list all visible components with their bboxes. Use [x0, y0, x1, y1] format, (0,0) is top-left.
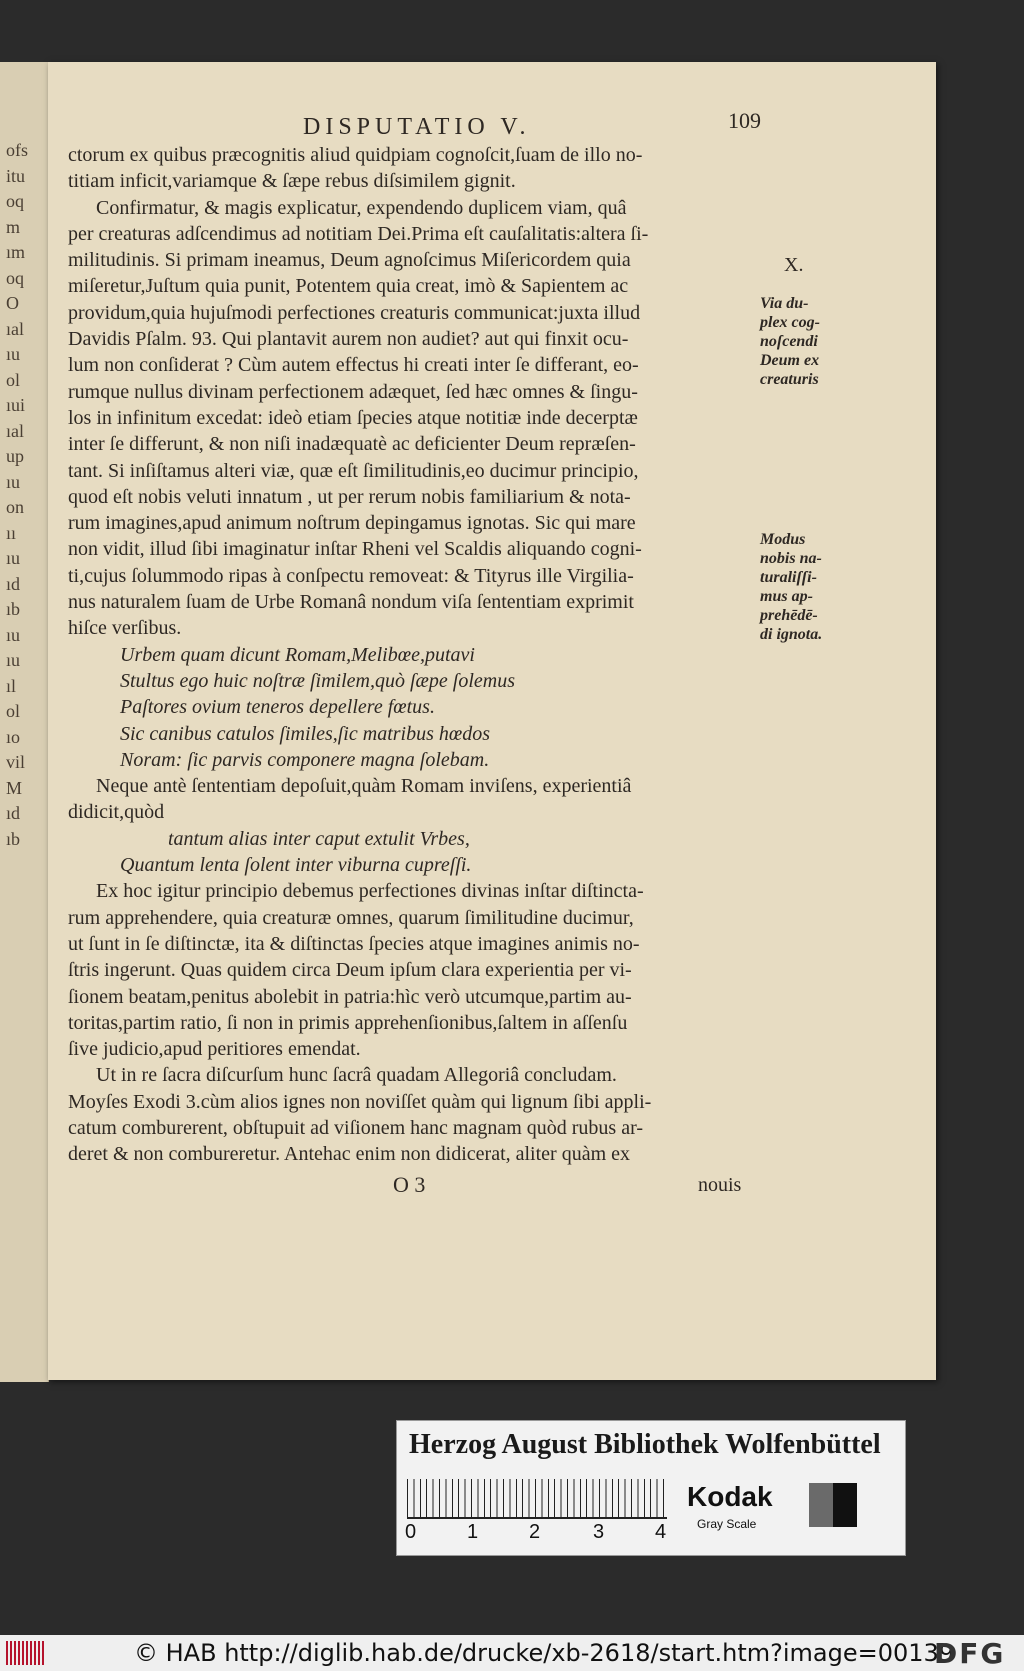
prev-page-fragment: itu: [6, 165, 26, 186]
ruler-number: 2: [529, 1521, 541, 1543]
text-line: providum,quia hujuſmodi perfectiones creaturis communicat:juxta illud: [68, 301, 641, 324]
text-line: tantum alias inter caput extulit Vrbes,: [168, 827, 470, 850]
text-line: per creaturas adſcendimus ad notitiam Dei.Prima eſt cauſalitatis:altera ſi-: [68, 222, 649, 245]
library-label-card: [396, 1420, 906, 1556]
text-line: militudinis. Si primam ineamus, Deum agnoſcimus Miſericordem quia: [68, 249, 631, 272]
text-line: rumque nullus divinam perfectionem adæquet, ſed hæc omnes & ſingu-: [68, 380, 638, 403]
text-line: Ex hoc igitur principio debemus perfectiones divinas inſtar diſtincta-: [96, 880, 644, 903]
prev-page-fragment: ıd: [6, 803, 21, 823]
text-line: ſtris ingerunt. Quas quidem circa Deum ipſum clara experientia per vi-: [68, 959, 632, 982]
prev-page-fragment: ıl: [6, 675, 17, 696]
kodak-logo: Kodak: [687, 1481, 773, 1512]
running-header: DISPUTATIO V.: [303, 114, 531, 140]
text-line: Moyſes Exodi 3.cùm alios ignes non noviſſet quàm qui lignum ſibi appli-: [68, 1090, 652, 1113]
prev-page-fragment: ıal: [6, 318, 24, 339]
ruler-number: 3: [593, 1521, 605, 1543]
text-line: Urbem quam dicunt Romam,Melibœe,putavi: [120, 643, 475, 666]
prev-page-fragment: ıb: [6, 828, 21, 849]
text-line: los in infinitum excedat: ideò etiam ſpecies atque notitiæ inde decerptæ: [68, 406, 638, 429]
gray-swatch: [809, 1483, 833, 1527]
prev-page-fragment: m: [6, 216, 21, 237]
ruler-number: 0: [405, 1521, 417, 1543]
prev-page-fragment: ıu: [6, 650, 21, 670]
black-swatch: [833, 1483, 857, 1527]
prev-page-fragment: ıui: [6, 395, 26, 415]
text-line: titiam inficit,variamque & ſæpe rebus diſsimilem gignit.: [68, 170, 516, 193]
text-line: ctorum ex quibus præcognitis aliud quidpiam cognoſcit,ſuam de illo no-: [68, 144, 643, 166]
text-line: ti,cujus ſolummodo ripas à conſpectu removeat: & Tityrus ille Virgilia-: [68, 564, 634, 587]
scale-ruler: [407, 1479, 667, 1519]
ruler-number: 4: [655, 1521, 667, 1543]
prev-page-fragment: ıu: [6, 471, 21, 492]
text-line: quod eſt nobis veluti innatum , ut per rerum nobis familiarium & nota-: [68, 485, 631, 508]
prev-page-fragment: ıal: [6, 420, 24, 441]
text-line: Stultus ego huic noſtræ ſimilem,quò ſæpe ſolemus: [120, 669, 515, 692]
barcode-icon: [6, 1641, 46, 1665]
prev-page-fragment: ol: [6, 701, 21, 721]
text-line: ut ſunt in ſe diſtinctæ, ita & diſtinctas ſpecies atque imagines animis no-: [68, 932, 640, 955]
text-line: miſeretur,Juſtum quia punit, Potentem quia creat, imò & Sapientem ac: [68, 275, 629, 298]
body-text: [68, 142, 768, 1168]
kodak-subtitle: Gray Scale: [697, 1517, 757, 1531]
margin-note-1: Via du- plex cog- noſcendi Deum ex creaturis: [760, 295, 820, 388]
prev-page-fragment: vil: [6, 752, 26, 772]
prev-page-fragment: ıb: [6, 599, 21, 619]
prev-page-fragment: up: [6, 446, 24, 466]
text-line: Paſtores ovium teneros depellere fœtus.: [120, 696, 435, 719]
text-line: deret & non combureretur. Antehac enim non didicerat, aliter quàm ex: [68, 1143, 631, 1166]
footer-bar: [0, 1635, 1024, 1671]
dfg-logo: DFG: [934, 1637, 1006, 1670]
previous-page-edge: [0, 62, 49, 1382]
catchword: nouis: [698, 1174, 742, 1196]
text-line: rum apprehendere, quia creaturæ omnes, quarum ſimilitudine ducimur,: [68, 906, 634, 929]
text-line: ſive judicio,apud peritiores emendat.: [68, 1038, 361, 1061]
prev-page-fragment: ım: [6, 242, 26, 262]
prev-page-fragment: ıo: [6, 726, 21, 747]
text-line: catum comburerent, obſtupuit ad viſionem hanc magnam quòd rubus ar-: [68, 1116, 643, 1139]
signature-mark: O 3: [393, 1172, 426, 1197]
margin-note-2: Modus nobis na- turaliſſi- mus ap- prehēdē- di ignota.: [760, 531, 823, 643]
text-line: rum imagines,apud animum noſtrum depingamus ignotas. Sic qui mare: [68, 512, 636, 535]
text-line: Sic canibus catulos ſimiles,ſic matribus hœdos: [120, 722, 490, 745]
prev-page-fragment: ofs: [6, 140, 28, 160]
text-line: didicit,quòd: [68, 801, 165, 824]
text-line: inter ſe differunt, & non niſi inadæquatè ac deficienter Deum repræſen-: [68, 433, 636, 456]
text-line: Neque antè ſententiam depoſuit,quàm Romam inviſens, experientiâ: [96, 775, 632, 798]
text-line: toritas,partim ratio, ſi non in primis apprehenſionibus,ſaltem in aſſenſu: [68, 1011, 628, 1034]
prev-page-fragment: ol: [6, 369, 21, 390]
footer-url[interactable]: © HAB http://diglib.hab.de/drucke/xb-2618/start.htm?image=00139: [134, 1639, 955, 1667]
prev-page-fragment: on: [6, 497, 24, 517]
text-line: Ut in re ſacra diſcurſum hunc ſacrâ quadam Allegoriâ concludam.: [96, 1064, 617, 1087]
text-line: nus naturalem ſuam de Urbe Romanâ nondum viſa ſententiam exprimit: [68, 591, 634, 614]
prev-page-fragment: ıu: [6, 624, 21, 645]
text-line: Noram: ſic parvis componere magna ſolebam.: [120, 748, 490, 771]
book-page: [48, 62, 936, 1380]
text-line: non vidit, illud ſibi imaginatur inſtar Rheni vel Scaldis aliquando cogni-: [68, 538, 642, 561]
text-line: lum non conſiderat ? Cùm autem effectus hi creati inter ſe differant, eo-: [68, 354, 639, 377]
prev-page-fragment: oq: [6, 267, 24, 288]
prev-page-fragment: oq: [6, 191, 24, 211]
text-line: ſionem beatam,penitus abolebit in patria:hìc verò utcumque,partim au-: [68, 985, 632, 1008]
text-line: tant. Si inſiſtamus alteri viæ, quæ eſt ſimilitudinis,eo ducimur principio,: [68, 459, 639, 482]
library-name: Herzog August Bibliothek Wolfenbüttel: [409, 1429, 881, 1460]
text-line: Quantum lenta ſolent inter viburna cupreſſi.: [120, 854, 472, 877]
prev-page-fragment: M: [6, 777, 23, 798]
text-line: Davidis Pſalm. 93. Qui plantavit aurem non audiet? aut qui finxit ocu-: [68, 328, 629, 351]
prev-page-fragment: ıı: [6, 522, 17, 543]
text-line: Confirmatur, & magis explicatur, expendendo duplicem viam, quâ: [96, 196, 627, 219]
prev-page-fragment: ıu: [6, 548, 21, 568]
prev-page-fragment: ıu: [6, 344, 21, 364]
prev-page-fragment: ıd: [6, 573, 21, 594]
ruler-number: 1: [467, 1521, 479, 1543]
text-line: hiſce verſibus.: [68, 617, 182, 640]
paragraph-number: X.: [784, 254, 804, 276]
page-number: 109: [728, 108, 761, 133]
prev-page-fragment: O: [6, 293, 19, 313]
